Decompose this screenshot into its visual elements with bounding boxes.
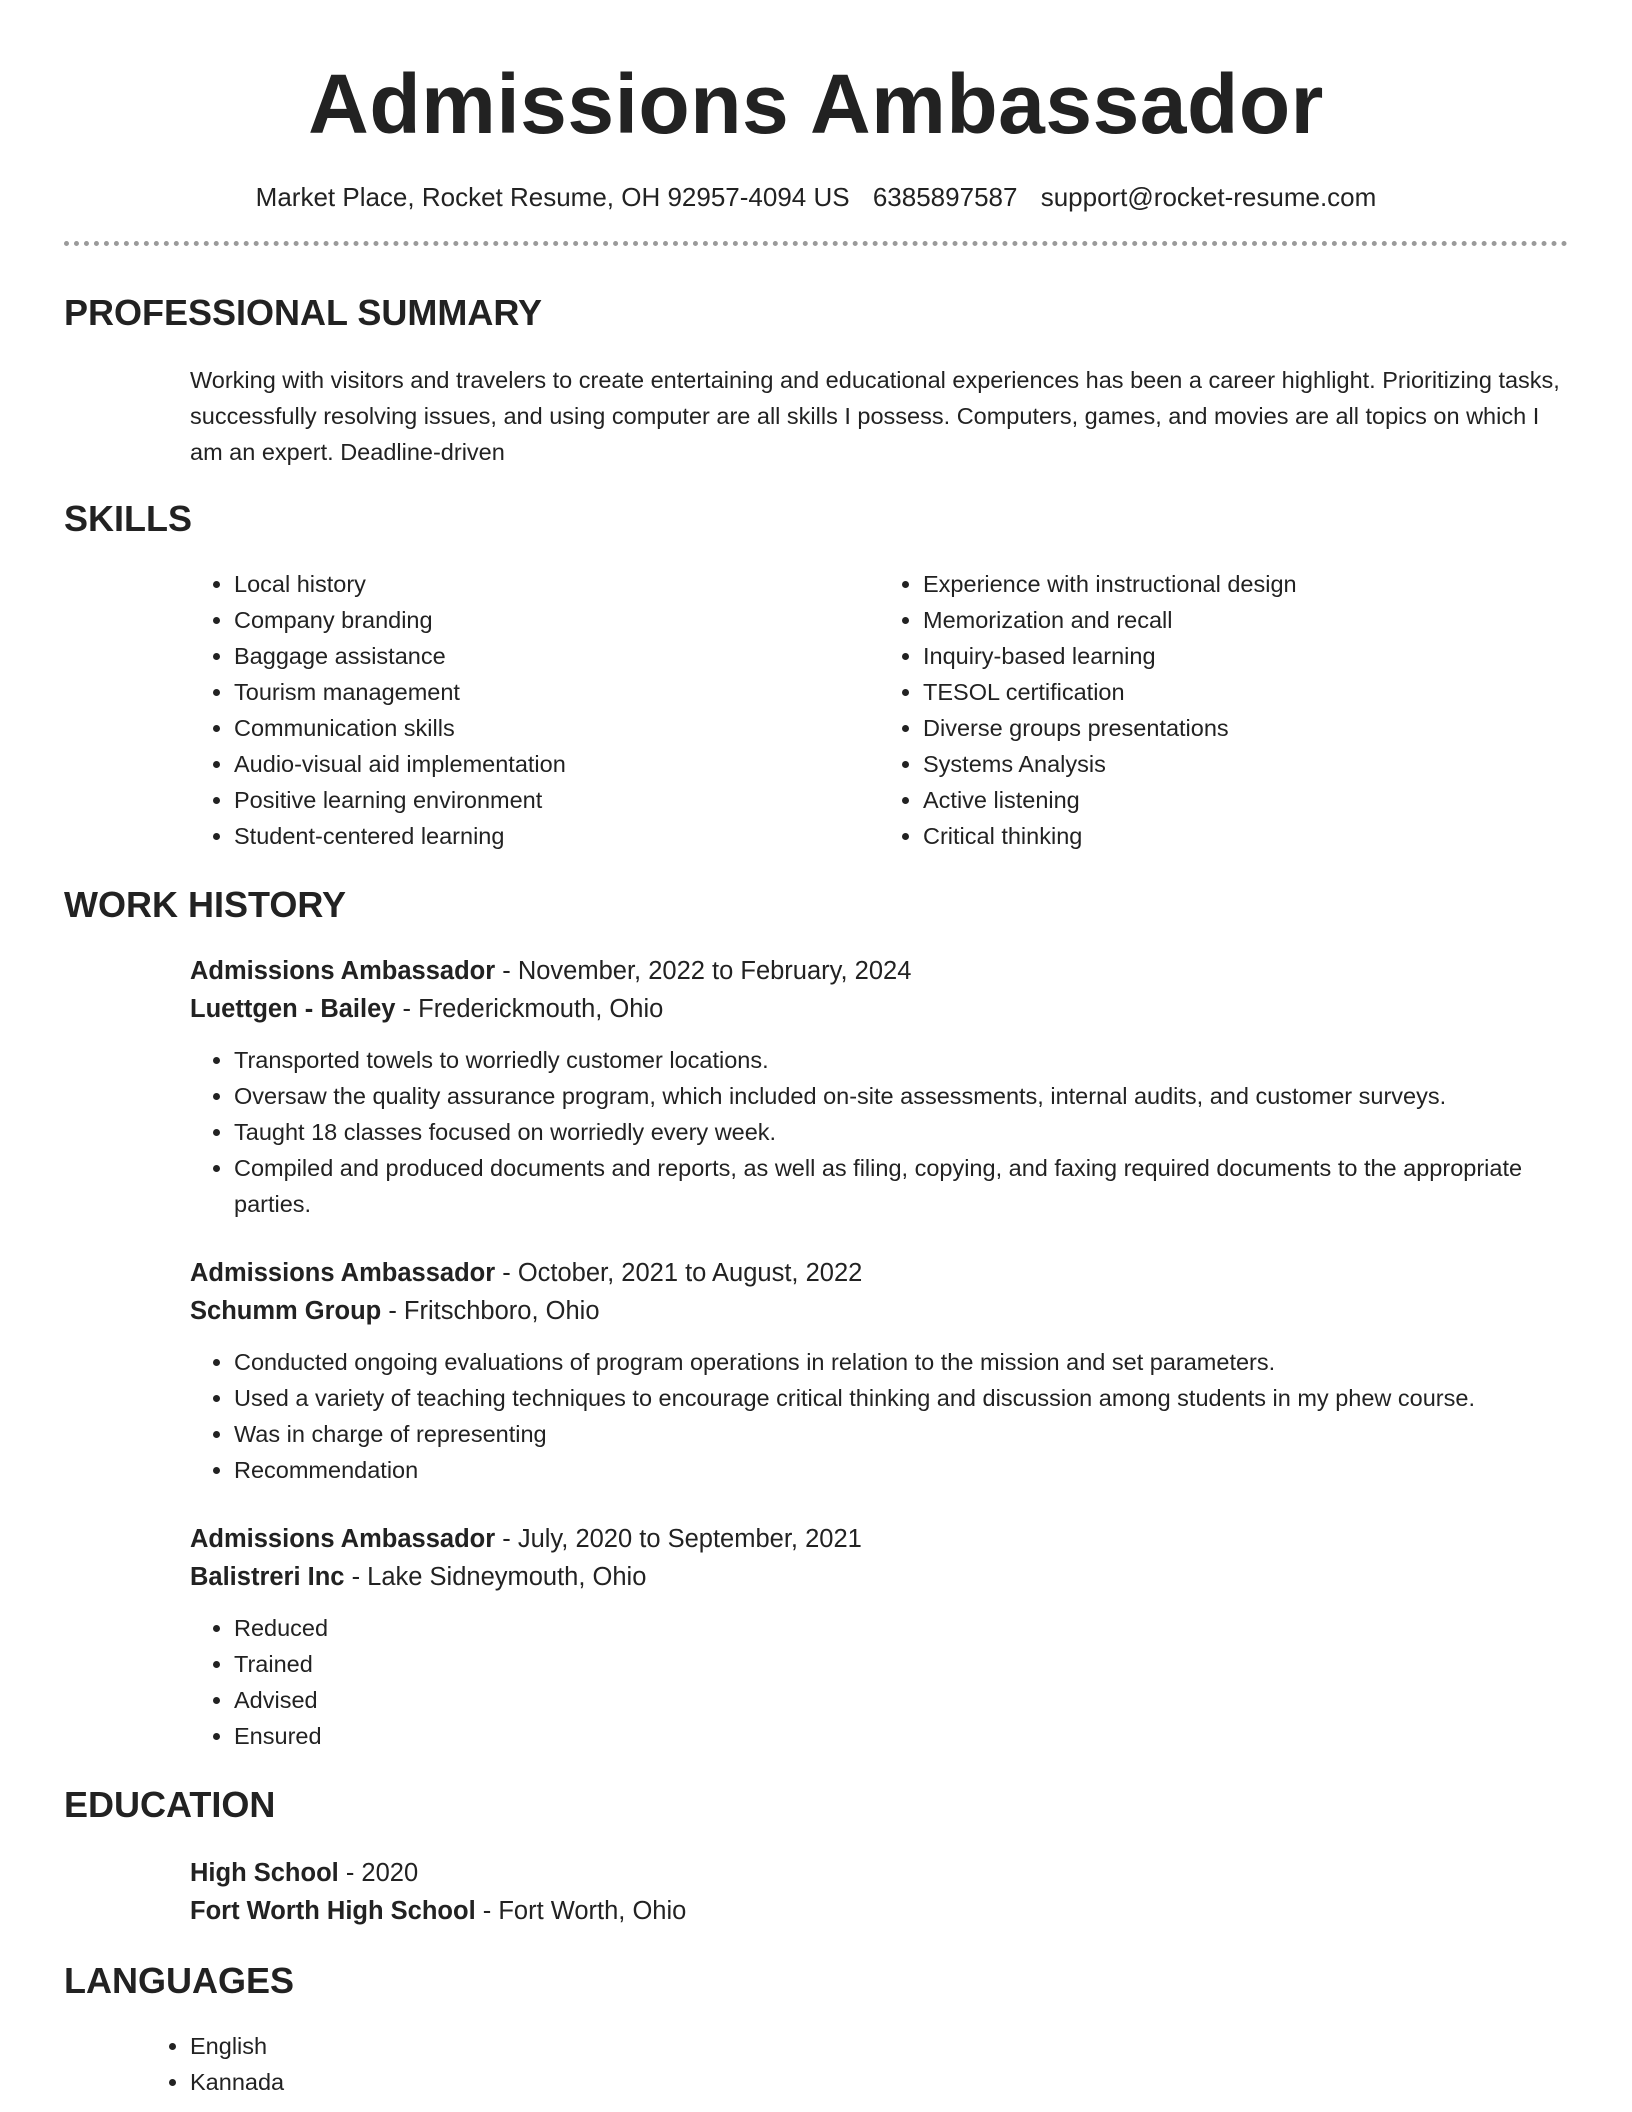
job-bullet: • Compiled and produced documents and reports, as well as filing, copying, and faxing required documents to the appropriate parties.: [234, 1150, 1568, 1222]
job-dates: - July, 2020 to September, 2021: [495, 1525, 862, 1553]
summary-text: Working with visitors and travelers to create entertaining and educational experiences has been a career highlight. Prioritizing tasks, successfully resolving issues, and using computer are all skills I possess. Computers, games, and movies are all topics on which I am an expert. Deadline-driven: [190, 367, 1560, 465]
education-degree: High School: [190, 1859, 339, 1887]
job-bullet: • Conducted ongoing evaluations of program operations in relation to the mission and set parameters.: [234, 1344, 1568, 1380]
skill-item: • Tourism management: [234, 674, 879, 710]
job-bullet: • Ensured: [234, 1718, 1568, 1754]
skill-item: • Critical thinking: [923, 818, 1568, 854]
contact-phone: 6385897587: [872, 182, 1018, 212]
education-school-line: [190, 1892, 1568, 1930]
job-company: Balistreri Inc: [190, 1563, 345, 1591]
education-entry: [64, 1854, 1568, 1930]
job-entry: [64, 952, 1568, 1222]
work-section: [64, 884, 1568, 1754]
contact-line: [64, 182, 1568, 213]
job-bullets: [190, 1610, 1568, 1754]
job-entry: [64, 1254, 1568, 1488]
job-bullet: • Transported towels to worriedly customer locations.: [234, 1042, 1568, 1078]
job-bullet: • Used a variety of teaching techniques to encourage critical thinking and discussion among students in my phew course.: [234, 1380, 1568, 1416]
job-dates: - November, 2022 to February, 2024: [495, 957, 912, 985]
job-location: - Lake Sidneymouth, Ohio: [344, 1563, 647, 1591]
job-entry: [64, 1520, 1568, 1754]
skills-list-right: [879, 566, 1568, 854]
job-bullet: • Was in charge of representing: [234, 1416, 1568, 1452]
skill-item: • Systems Analysis: [923, 746, 1568, 782]
skill-item: • TESOL certification: [923, 674, 1568, 710]
skill-item: • Local history: [234, 566, 879, 602]
languages-title: LANGUAGES: [64, 1960, 295, 2001]
education-section: [64, 1784, 1568, 1930]
contact-address: Market Place, Rocket Resume, OH 92957-4094 US: [255, 182, 850, 212]
job-title-line: [190, 952, 1568, 990]
skill-item: • Experience with instructional design: [923, 566, 1568, 602]
skill-item: • Baggage assistance: [234, 638, 879, 674]
education-title: EDUCATION: [64, 1784, 276, 1825]
job-company-line: [190, 1292, 1568, 1330]
skill-item: • Memorization and recall: [923, 602, 1568, 638]
skills-list-left: [190, 566, 879, 854]
header-divider: [64, 241, 1568, 246]
language-item: • Kannada: [190, 2064, 1568, 2100]
job-company: Luettgen - Bailey: [190, 995, 396, 1023]
job-bullets: [190, 1344, 1568, 1488]
job-bullet: • Oversaw the quality assurance program, which included on-site assessments, internal audits, and customer surveys.: [234, 1078, 1568, 1114]
skill-item: • Positive learning environment: [234, 782, 879, 818]
education-degree-line: [190, 1854, 1568, 1892]
language-item: • English: [190, 2028, 1568, 2064]
education-school: Fort Worth High School: [190, 1897, 476, 1925]
languages-list: [64, 2028, 1568, 2100]
work-title: WORK HISTORY: [64, 884, 347, 925]
skills-title: SKILLS: [64, 498, 193, 539]
skill-item: • Inquiry-based learning: [923, 638, 1568, 674]
skill-item: • Diverse groups presentations: [923, 710, 1568, 746]
skills-grid: [64, 566, 1568, 854]
skill-item: • Student-centered learning: [234, 818, 879, 854]
skill-item: • Active listening: [923, 782, 1568, 818]
job-location: - Fritschboro, Ohio: [381, 1297, 600, 1325]
summary-section: [64, 292, 1568, 470]
job-role: Admissions Ambassador: [190, 1525, 496, 1553]
skill-item: • Communication skills: [234, 710, 879, 746]
languages-section: [64, 1960, 1568, 2100]
job-role: Admissions Ambassador: [190, 957, 496, 985]
education-location: - Fort Worth, Ohio: [475, 1897, 687, 1925]
education-year: - 2020: [338, 1859, 419, 1887]
job-location: - Frederickmouth, Ohio: [395, 995, 664, 1023]
job-bullet: • Advised: [234, 1682, 1568, 1718]
job-bullet: • Taught 18 classes focused on worriedly every week.: [234, 1114, 1568, 1150]
job-bullet: • Recommendation: [234, 1452, 1568, 1488]
job-company: Schumm Group: [190, 1297, 382, 1325]
job-bullet: • Reduced: [234, 1610, 1568, 1646]
job-company-line: [190, 1558, 1568, 1596]
job-role: Admissions Ambassador: [190, 1259, 496, 1287]
job-bullets: [190, 1042, 1568, 1222]
job-title-line: [190, 1254, 1568, 1292]
skill-item: • Audio-visual aid implementation: [234, 746, 879, 782]
job-company-line: [190, 990, 1568, 1028]
summary-title: PROFESSIONAL SUMMARY: [64, 292, 543, 333]
job-bullet: • Trained: [234, 1646, 1568, 1682]
contact-email: support@rocket-resume.com: [1040, 182, 1377, 212]
job-dates: - October, 2021 to August, 2022: [495, 1259, 863, 1287]
job-title-line: [190, 1520, 1568, 1558]
skill-item: • Company branding: [234, 602, 879, 638]
resume-name: Admissions Ambassador: [308, 57, 1324, 151]
skills-section: [64, 498, 1568, 854]
